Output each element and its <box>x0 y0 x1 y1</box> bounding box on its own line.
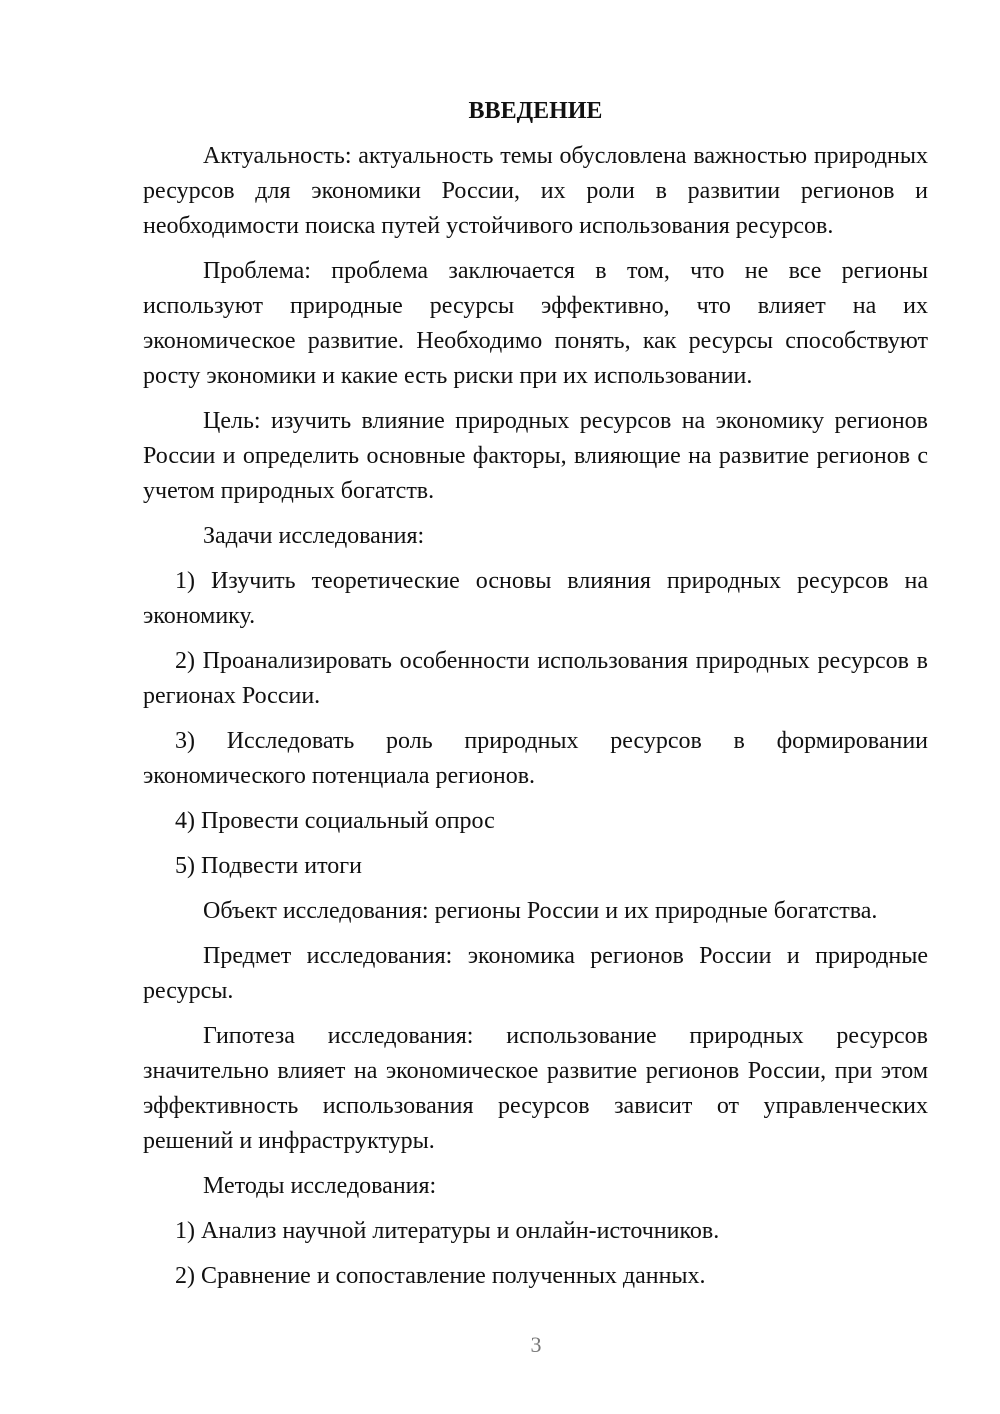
methods-heading: Методы исследования: <box>203 1173 437 1199</box>
problem-paragraph: Проблема: проблема заключается в том, что не все регионы используют природные ресурсы эффективно, что влияет на их экономическое развитие. Необходимо понять, как ресурсы способствуют росту экономики и какие есть риски при их использовании. <box>143 258 928 389</box>
goal-paragraph: Цель: изучить влияние природных ресурсов на экономику регионов России и определить основные факторы, влияющие на развитие регионов с учетом природных богатств. <box>143 408 928 504</box>
task-item-3: 3) Исследовать роль природных ресурсов в формировании экономического потенциала регионов. <box>143 728 928 789</box>
page-number: 3 <box>530 1332 542 1357</box>
relevance-paragraph: Актуальность: актуальность темы обусловлена важностью природных ресурсов для экономики России, их роли в развитии регионов и необходимости поиска путей устойчивого использования ресурсов. <box>143 143 928 239</box>
page-title: ВВЕДЕНИЕ <box>468 98 603 124</box>
method-item-2: 2) Сравнение и сопоставление полученных данных. <box>175 1263 706 1289</box>
research-hypothesis: Гипотеза исследования: использование природных ресурсов значительно влияет на экономическое развитие регионов России, при этом эффективность использования ресурсов зависит от управленческих решений и инфраструктуры. <box>143 1023 928 1154</box>
tasks-heading: Задачи исследования: <box>203 523 425 549</box>
task-item-1: 1) Изучить теоретические основы влияния природных ресурсов на экономику. <box>143 568 928 629</box>
method-item-1: 1) Анализ научной литературы и онлайн-источников. <box>175 1218 720 1244</box>
task-item-5: 5) Подвести итоги <box>175 853 362 879</box>
research-subject: Предмет исследования: экономика регионов России и природные ресурсы. <box>143 943 928 1004</box>
task-item-2: 2) Проанализировать особенности использования природных ресурсов в регионах России. <box>143 648 928 709</box>
task-item-4: 4) Провести социальный опрос <box>175 808 495 834</box>
research-object: Объект исследования: регионы России и их природные богатства. <box>203 898 878 924</box>
page-content <box>143 96 928 1294</box>
